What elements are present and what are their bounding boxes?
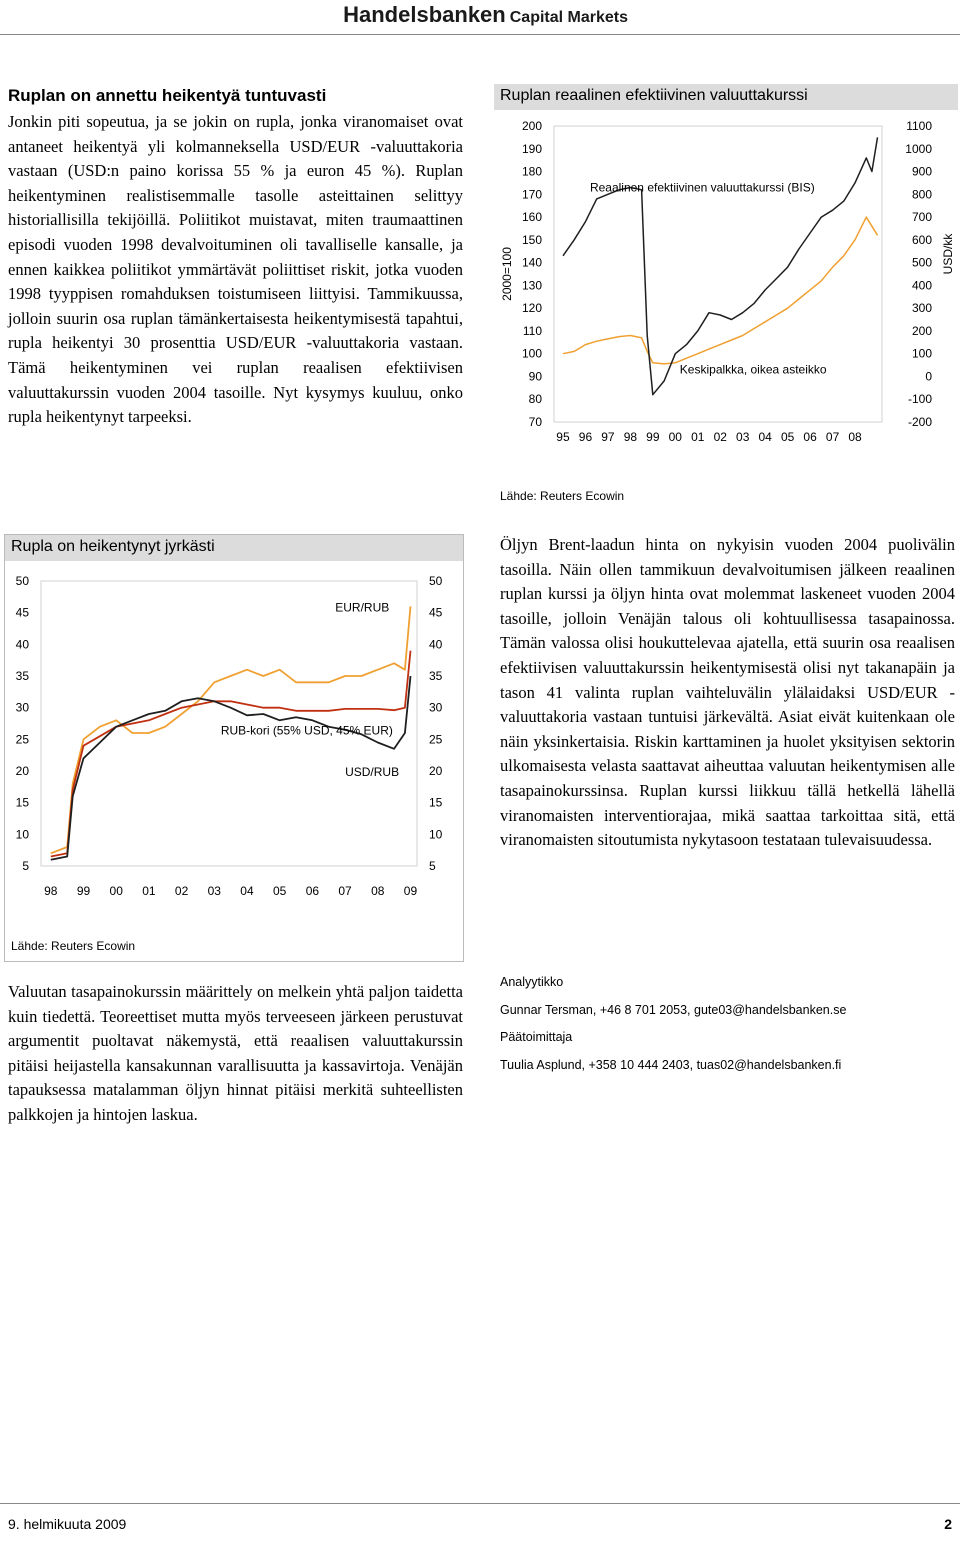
y-right-tick-label: 45	[429, 605, 443, 620]
chart1-title: Ruplan reaalinen efektiivinen valuuttakurssi	[494, 84, 958, 110]
section1-text: Jonkin piti sopeutua, ja se jokin on rupla, jonka viranomaiset ovat antaneet heikentyä yli kolmanneksella USD/EUR -valuuttakoria vastaan (USD:n paino korissa 55 % ja euron 45 %). Ruplan heikentyminen realistisemmalle tasolle asteittainen selittyy historiallisilla tekijöillä. Poliitikot muistavat, miten traumaattinen episodi vuoden 1998 devalvoituminen oli tavalliselle kansalle, ja ennen kaikkea poliitikot ymmärtävät poliittiset riskit, jotka vuoden 1998 tyyppisen romahduksen toistumiseen liittyisi. Tammikuussa, jolloin suurin osa ruplan tämänkertaisesta heikentymisestä tapahtui, rupla heikentyi 30 prosenttia USD/EUR -valuuttakoria vastaan. Tämä heikentyminen vei ruplan reaalisen efektiivisen valuuttakurssin vuoden 2004 tasoille. Nyt kysymys kuuluu, onko rupla heikentynyt tarpeeksi.	[8, 112, 463, 427]
chart2-title: Rupla on heikentynyt jyrkästi	[5, 535, 463, 561]
y-right-tick-label: 300	[911, 301, 932, 316]
x-tick-label: 09	[403, 884, 418, 898]
chart-real-exchange-rate	[494, 84, 958, 516]
y-left-tick-label: 140	[521, 255, 542, 270]
series-line-wages	[563, 217, 878, 364]
y-right-tick-label: 200	[911, 323, 932, 338]
x-tick-label: 05	[780, 430, 795, 444]
analyst-contact: Gunnar Tersman, +46 8 701 2053, gute03@handelsbanken.se	[500, 1003, 847, 1017]
editor-label: Päätoimittaja	[500, 1030, 573, 1044]
y-right-tick-label: 40	[429, 637, 443, 652]
y-right-tick-label: 900	[911, 164, 932, 179]
chart1-svg	[494, 110, 958, 510]
y-left-tick-label: 35	[15, 669, 29, 683]
y-right-tick-label: 20	[429, 764, 443, 778]
y-left-tick-label: 50	[15, 574, 29, 588]
footer-divider	[0, 1503, 960, 1504]
y-right-tick-label: 600	[911, 232, 932, 247]
y-right-tick-label: 400	[911, 278, 932, 293]
y-left-tick-label: 90	[528, 369, 542, 384]
x-tick-label: 97	[601, 430, 615, 444]
y-left-tick-label: 130	[521, 278, 542, 293]
y-right-tick-label: 10	[429, 827, 443, 842]
chart2-svg	[5, 561, 463, 931]
chart-rouble-weakened	[4, 534, 464, 962]
x-tick-label: 98	[623, 430, 638, 444]
footer-date: 9. helmikuuta 2009	[8, 1516, 127, 1532]
y-left-tick-label: 25	[15, 732, 29, 747]
page-number: 2	[944, 1516, 952, 1532]
y-left-tick-label: 120	[521, 301, 542, 316]
y-left-tick-label: 80	[528, 392, 542, 407]
y-right-tick-label: 500	[911, 255, 932, 270]
y-right-tick-label: 5	[429, 859, 436, 873]
y-left-tick-label: 100	[521, 346, 542, 361]
section2-text: Valuutan tasapainokurssin määrittely on melkein yhtä paljon taidetta kuin tiedettä. Teoreettiset mutta myös terveeseen järkeen perustuvat argumentit puoltavat näkemystä, että reaalisen valuuttakurssin pitäisi heijastella kansakunnan varallisuutta ja kassavirtoja. Venäjän tapauksessa matalamman öljyn hinnat pitäisi merkitä suhteellisten palkkojen ja hintojen laskua.	[8, 982, 463, 1124]
y-right-axis-label: USD/kk	[941, 233, 955, 275]
y-left-tick-label: 110	[522, 323, 542, 338]
y-left-tick-label: 10	[15, 827, 29, 842]
x-tick-label: 04	[240, 884, 254, 898]
y-right-tick-label: 100	[911, 346, 932, 361]
section2-paragraph	[8, 980, 463, 1128]
x-tick-label: 06	[803, 430, 817, 444]
series-label-rub-basket: RUB-kori (55% USD, 45% EUR)	[220, 723, 393, 738]
x-tick-label: 01	[142, 884, 156, 898]
series-label-usd-rub: USD/RUB	[345, 765, 400, 780]
x-tick-label: 00	[668, 430, 682, 444]
y-left-axis-label: 2000=100	[500, 247, 514, 301]
y-left-tick-label: 150	[521, 232, 542, 247]
y-left-tick-label: 15	[15, 795, 29, 810]
y-right-tick-label: 1000	[905, 141, 932, 156]
y-right-tick-label: -200	[907, 415, 932, 429]
y-left-tick-label: 20	[15, 764, 29, 778]
y-right-tick-label: 800	[911, 187, 932, 202]
series-label-real-effective-rate: Reaalinen efektiivinen valuuttakurssi (BIS)	[589, 180, 815, 195]
x-tick-label: 95	[556, 430, 570, 444]
y-left-tick-label: 40	[15, 637, 29, 652]
x-tick-label: 01	[691, 430, 705, 444]
x-tick-label: 03	[207, 884, 221, 898]
editor-contact: Tuulia Asplund, +358 10 444 2403, tuas02@handelsbanken.fi	[500, 1058, 842, 1072]
y-left-tick-label: 180	[521, 164, 542, 179]
y-left-tick-label: 190	[521, 141, 542, 156]
x-tick-label: 08	[371, 884, 385, 898]
y-left-tick-label: 200	[521, 119, 542, 133]
x-tick-label: 06	[305, 884, 320, 898]
series-label-wages: Keskipalkka, oikea asteikko	[679, 362, 827, 377]
x-tick-label: 07	[338, 884, 352, 898]
chart2-source: Lähde: Reuters Ecowin	[11, 939, 136, 953]
x-tick-label: 00	[109, 884, 123, 898]
y-right-tick-label: 700	[911, 210, 932, 225]
x-tick-label: 02	[713, 430, 727, 444]
x-tick-label: 03	[736, 430, 750, 444]
brand-name: Handelsbanken	[343, 2, 506, 27]
x-tick-label: 05	[272, 884, 287, 898]
section-heading: Ruplan on annettu heikentyä tuntuvasti	[8, 86, 327, 105]
x-tick-label: 98	[44, 884, 58, 898]
y-right-tick-label: 30	[429, 700, 443, 715]
y-right-tick-label: 15	[429, 795, 443, 810]
chart1-source: Lähde: Reuters Ecowin	[500, 489, 625, 503]
x-tick-label: 02	[174, 884, 189, 898]
x-tick-label: 08	[848, 430, 862, 444]
x-tick-label: 04	[758, 430, 772, 444]
series-label-eur-rub: EUR/RUB	[335, 600, 390, 615]
series-line-rub-basket	[51, 651, 411, 857]
brand-logo	[343, 2, 628, 28]
y-right-tick-label: 50	[429, 574, 443, 588]
section1-paragraph	[8, 110, 463, 430]
x-tick-label: 07	[825, 430, 840, 444]
x-tick-label: 96	[578, 430, 593, 444]
x-tick-label: 99	[646, 430, 660, 444]
section3-paragraph	[500, 533, 955, 853]
y-left-tick-label: 45	[15, 605, 29, 620]
y-left-tick-label: 5	[22, 859, 29, 873]
series-line-real-effective-rate	[563, 137, 878, 394]
y-right-tick-label: -100	[907, 392, 932, 407]
brand-suffix: Capital Markets	[509, 9, 628, 26]
x-tick-label: 99	[76, 884, 91, 898]
header-divider	[0, 34, 960, 35]
y-left-tick-label: 30	[15, 700, 29, 715]
y-right-tick-label: 25	[429, 732, 443, 747]
y-left-tick-label: 160	[521, 210, 542, 225]
section3-text: Öljyn Brent-laadun hinta on nykyisin vuoden 2004 puolivälin tasoilla. Näin ollen tammikuun devalvoitumisen jälkeen reaalinen ruplan kurssi ja öljyn hinta ovat molemmat laskeneet vuoden 2004 tasoille, jolloin Venäjän talous oli kohtuullisessa tasapainossa. Tämän valossa olisi houkuttelevaa ajatella, että suurin osa reaalisen efektiivisen valuuttakurssin heikentymisestä olisi nyt takanapäin ja tason 41 valinta ruplan vaihteluvälin ylälaidaksi USD/EUR -valuuttakoria vastaan tuntuisi järkevältä. Asiat eivät kuitenkaan ole näin yksinkertaisia. Riskin karttaminen ja huolet yksityisen sektorin ulkomaisesta velasta saattavat aiheuttaa valuutan heikentymisen alle tasapainokurssinsa. Ruplan kurssi liikkuu tällä hetkellä lähellä viranomaisten interventiorajaa, mikä saattaa tarkoittaa sitä, että viranomaisten sitoutumista nykytasoon testataan tulevaisuudessa.	[500, 535, 955, 850]
analyst-label: Analyytikko	[500, 975, 564, 989]
y-right-tick-label: 0	[925, 369, 932, 384]
plot-area	[554, 126, 882, 422]
y-right-tick-label: 35	[429, 669, 443, 683]
y-right-tick-label: 1100	[906, 119, 932, 133]
y-left-tick-label: 170	[521, 187, 542, 202]
y-left-tick-label: 70	[528, 415, 542, 429]
